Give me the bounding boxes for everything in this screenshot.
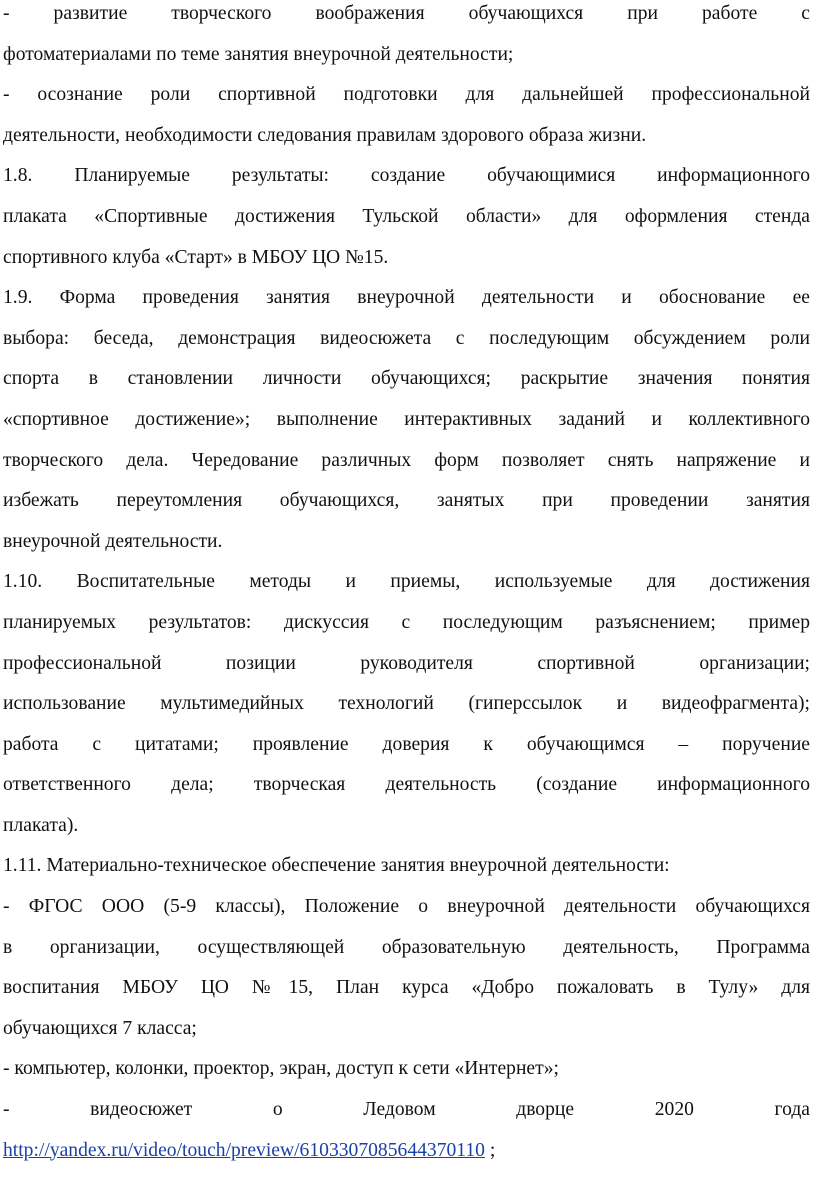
text-line: 1.8. Планируемые результаты: создание обучающимися информационного (3, 165, 810, 187)
text-line: творческого дела. Чередование различных форм позволяет снять напряжение и (3, 449, 810, 471)
text-line: - видеосюжет о Ледовом дворце 2020 года (3, 1099, 810, 1121)
text-line: плаката). (3, 814, 79, 836)
text-line: - ФГОС ООО (5-9 классы), Положение о внеурочной деятельности обучающихся (3, 896, 810, 918)
text-line: спорта в становлении личности обучающихся; раскрытие значения понятия (3, 368, 810, 390)
text-line: - компьютер, колонки, проектор, экран, доступ к сети «Интернет»; (3, 1058, 559, 1080)
text-line: спортивного клуба «Старт» в МБОУ ЦО №15. (3, 246, 389, 268)
text-line: - развитие творческого воображения обучающихся при работе с (3, 3, 810, 24)
text-line: планируемых результатов: дискуссия с последующим разъяснением; пример (3, 611, 810, 633)
text-line: профессиональной позиции руководителя спортивной организации; (3, 652, 810, 674)
text-line: воспитания МБОУ ЦО №15, План курса «Добро пожаловать в Тулу» для (3, 977, 810, 999)
text-line: внеурочной деятельности. (3, 530, 223, 552)
text-line: - осознание роли спортивной подготовки для дальнейшей профессиональной (3, 84, 810, 106)
text-line: фотоматериалами по теме занятия внеурочной деятельности; (3, 43, 514, 65)
text-line: плаката «Спортивные достижения Тульской области» для оформления стенда (3, 205, 810, 227)
text-line: в организации, осуществляющей образовательную деятельность, Программа (3, 936, 810, 958)
text-line: 1.11. Материально-техническое обеспечение занятия внеурочной деятельности: (3, 855, 670, 877)
text-line: выбора: беседа, демонстрация видеосюжета с последующим обсуждением роли (3, 327, 810, 349)
link-suffix: ; (484, 1139, 496, 1161)
text-line: «спортивное достижение»; выполнение интерактивных заданий и коллективного (3, 408, 810, 430)
document-body (3, 0, 810, 1131)
text-line: обучающихся 7 класса; (3, 1017, 197, 1039)
text-line: деятельности, необходимости следования правилам здорового образа жизни. (3, 124, 647, 146)
text-line: использование мультимедийных технологий (гиперссылок и видеофрагмента); (3, 693, 810, 715)
text-line: избежать переутомления обучающихся, занятых при проведении занятия (3, 490, 810, 512)
text-line: ответственного дела; творческая деятельность (создание информационного (3, 774, 810, 796)
text-line: работа с цитатами; проявление доверия к обучающимся – поручение (3, 733, 810, 755)
text-line: 1.9. Форма проведения занятия внеурочной деятельности и обоснование ее (3, 287, 810, 309)
video-link[interactable]: http://yandex.ru/video/touch/preview/6103307085644370110 (3, 1139, 485, 1161)
video-link-line (3, 1131, 810, 1172)
text-line: 1.10. Воспитательные методы и приемы, используемые для достижения (3, 571, 810, 593)
